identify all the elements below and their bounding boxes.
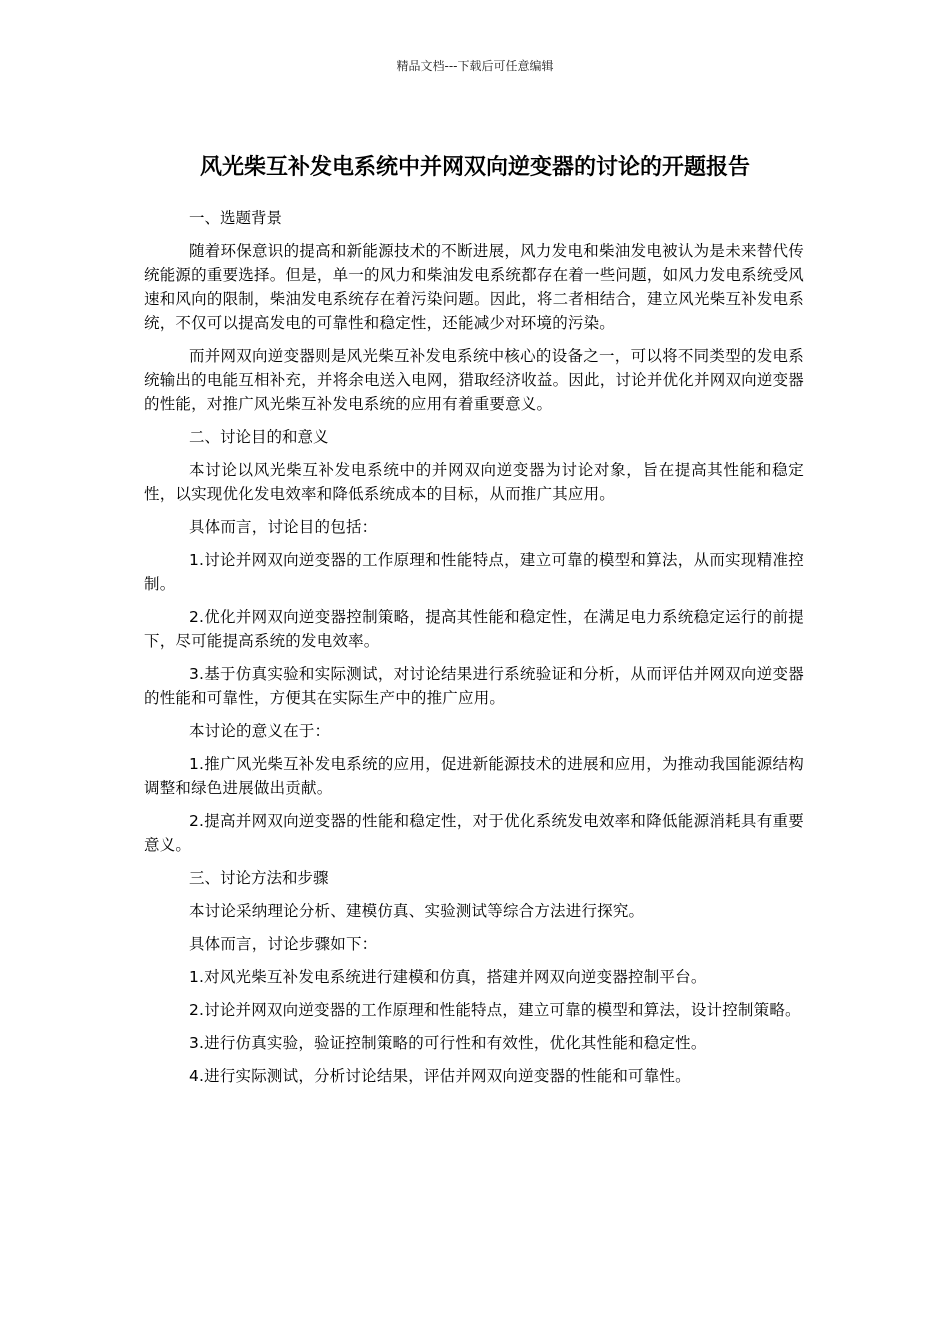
section-heading-methods: 三、讨论方法和步骤 <box>188 869 329 887</box>
paragraph: 具体而言，讨论步骤如下： <box>188 935 378 953</box>
paragraph: 而并网双向逆变器则是风光柴互补发电系统中核心的设备之一，可以将不同类型的发电系统输出的电能互相补充，并将余电送入电网，猎取经济收益。因此，讨论并优化并网双向逆变器的性能，对推广风光柴互补发电系统的应用有着重要意义。 <box>144 347 804 413</box>
paragraph: 随着环保意识的提高和新能源技术的不断进展，风力发电和柴油发电被认为是未来替代传统能源的重要选择。但是，单一的风力和柴油发电系统都存在着一些问题，如风力发电系统受风速和风向的限制，柴油发电系统存在着污染问题。因此，将二者相结合，建立风光柴互补发电系统，不仅可以提高发电的可靠性和稳定性，还能减少对环境的污染。 <box>144 242 804 332</box>
paragraph: 本讨论采纳理论分析、建模仿真、实验测试等综合方法进行探究。 <box>188 902 645 920</box>
list-item: 2.讨论并网双向逆变器的工作原理和性能特点，建立可靠的模型和算法，设计控制策略。 <box>188 1001 801 1019</box>
list-item: 3.基于仿真实验和实际测试，对讨论结果进行系统验证和分析，从而评估并网双向逆变器的性能和可靠性，方便其在实际生产中的推广应用。 <box>144 665 804 707</box>
document-title: 风光柴互补发电系统中并网双向逆变器的讨论的开题报告 <box>199 154 750 180</box>
paragraph: 具体而言，讨论目的包括： <box>188 518 378 536</box>
list-item: 1.讨论并网双向逆变器的工作原理和性能特点，建立可靠的模型和算法，从而实现精准控制。 <box>144 551 804 593</box>
paragraph: 本讨论以风光柴互补发电系统中的并网双向逆变器为讨论对象，旨在提高其性能和稳定性，以实现优化发电效率和降低系统成本的目标，从而推广其应用。 <box>144 461 804 503</box>
list-item: 2.优化并网双向逆变器控制策略，提高其性能和稳定性，在满足电力系统稳定运行的前提下，尽可能提高系统的发电效率。 <box>144 608 804 650</box>
document-body <box>144 206 804 1097</box>
list-item: 2.提高并网双向逆变器的性能和稳定性，对于优化系统发电效率和降低能源消耗具有重要意义。 <box>144 812 804 854</box>
list-item: 4.进行实际测试，分析讨论结果，评估并网双向逆变器的性能和可靠性。 <box>188 1067 691 1085</box>
section-heading-background: 一、选题背景 <box>188 209 282 227</box>
section-heading-purpose: 二、讨论目的和意义 <box>188 428 329 446</box>
list-item: 3.进行仿真实验，验证控制策略的可行性和有效性，优化其性能和稳定性。 <box>188 1034 707 1052</box>
list-item: 1.推广风光柴互补发电系统的应用，促进新能源技术的进展和应用，为推动我国能源结构调整和绿色进展做出贡献。 <box>144 755 804 797</box>
paragraph: 本讨论的意义在于： <box>188 722 331 740</box>
page-header: 精品文档---下载后可任意编辑 <box>396 59 554 73</box>
list-item: 1.对风光柴互补发电系统进行建模和仿真，搭建并网双向逆变器控制平台。 <box>188 968 707 986</box>
